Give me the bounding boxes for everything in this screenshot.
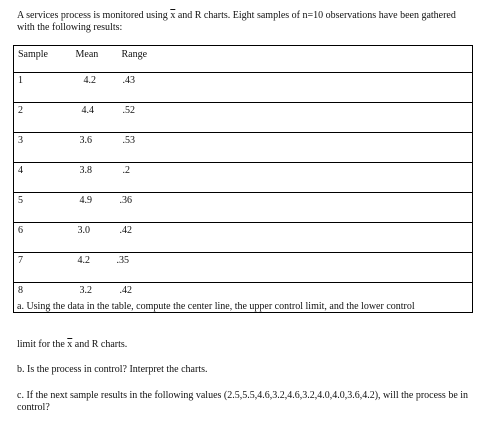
- sample-cell: 3: [14, 133, 76, 163]
- question-a-line2-text1: limit for the: [17, 339, 68, 350]
- mean-cell: 3.0: [76, 223, 108, 253]
- table-row: [14, 163, 473, 193]
- mean-cell: 4.2: [76, 73, 108, 103]
- range-cell: .53: [108, 133, 473, 163]
- table-header-row: [14, 46, 473, 73]
- range-cell: .2: [108, 163, 473, 193]
- range-cell: .42: [108, 223, 473, 253]
- mean-cell: 3.8: [76, 163, 108, 193]
- intro-text-1: A services process is monitored using: [17, 10, 171, 21]
- table-row: [14, 133, 473, 163]
- question-a-line2-text2: and R charts.: [72, 339, 128, 350]
- question-a-continued: [17, 339, 472, 351]
- header-mean: Mean: [75, 49, 99, 60]
- mean-cell: 4.9: [76, 193, 108, 223]
- x-bar-symbol-2: $\overline{x}$: [67, 339, 73, 350]
- range-cell: .36: [108, 193, 473, 223]
- range-cell: .35: [108, 253, 473, 283]
- header-sample: Sample: [18, 49, 48, 60]
- question-c: c. If the next sample results in the following values (2.5,5.5,4.6,3.2,4.6,3.2,4.0,4.0,3.6,4.2), will the process be in control?: [17, 390, 469, 413]
- problem-statement: [17, 10, 472, 34]
- sample-cell: 6: [14, 223, 76, 253]
- sample-cell: 8: [14, 283, 76, 313]
- table-row: [14, 193, 473, 223]
- question-a-line1: a. Using the data in the table, compute the center line, the upper control limit, and the lower control: [17, 301, 415, 312]
- range-cell: .42: [108, 283, 473, 313]
- sample-cell: 4: [14, 163, 76, 193]
- sample-cell: 2: [14, 103, 76, 133]
- range-cell: .52: [108, 103, 473, 133]
- mean-cell: 4.2: [76, 253, 108, 283]
- sample-cell: 1: [14, 73, 76, 103]
- range-cell: .43: [108, 73, 473, 103]
- sample-cell: 7: [14, 253, 76, 283]
- sample-cell: 5: [14, 193, 76, 223]
- question-a: [17, 301, 472, 313]
- table-row: [14, 103, 473, 133]
- sample-data-table: [13, 45, 473, 313]
- mean-cell: 3.6: [76, 133, 108, 163]
- intro-text-2: and R charts. Eight samples of n=10 observations have been gathered with the following results:: [17, 10, 456, 33]
- question-b: b. Is the process in control? Interpret the charts.: [17, 364, 208, 375]
- table-row: [14, 73, 473, 103]
- table-row: [14, 223, 473, 253]
- x-bar-symbol: $\overline{x}$: [170, 10, 176, 21]
- mean-cell: 3.2: [76, 283, 108, 313]
- header-range: Range: [121, 49, 148, 60]
- mean-cell: 4.4: [76, 103, 108, 133]
- table-row: [14, 253, 473, 283]
